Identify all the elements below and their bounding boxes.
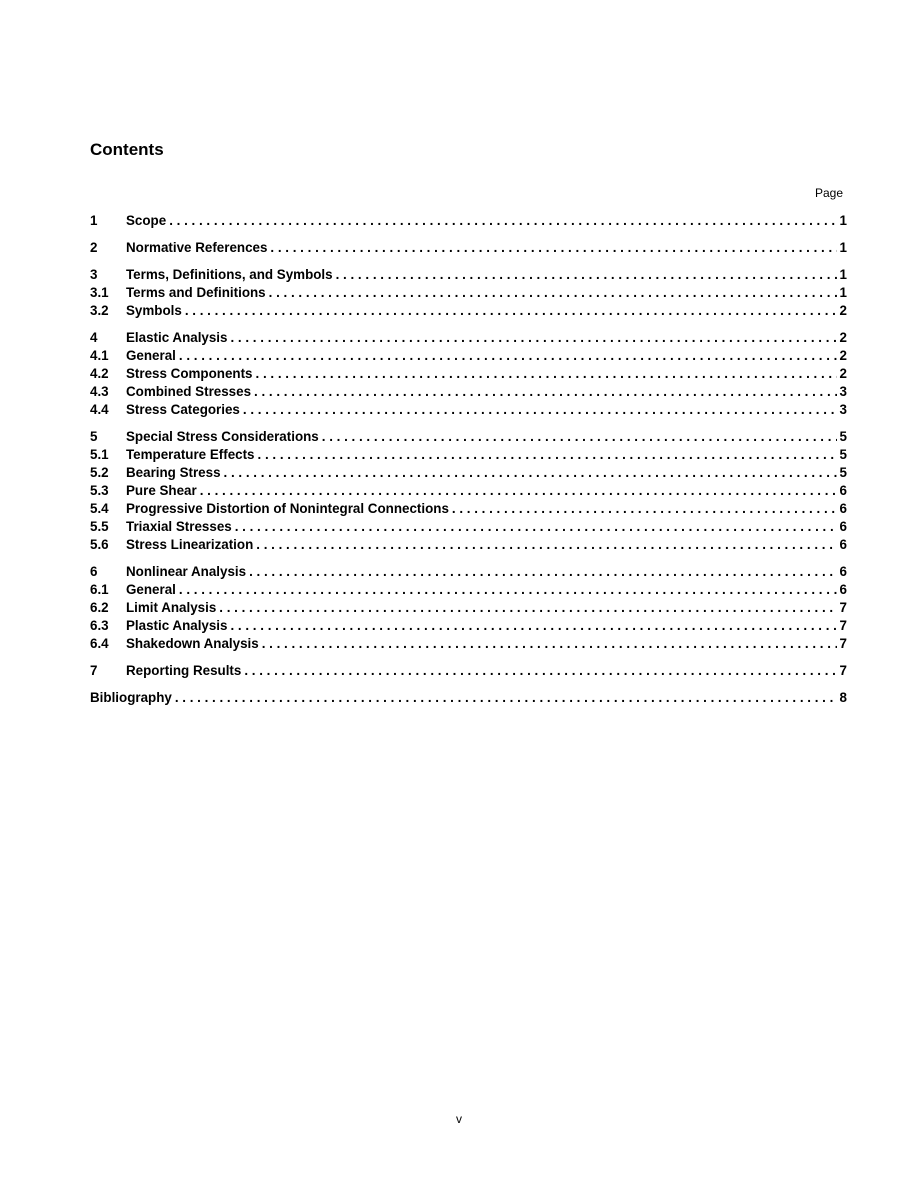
footer-page-number: v	[456, 1112, 462, 1126]
toc-group	[90, 662, 847, 680]
toc-leader-dots	[169, 212, 837, 230]
toc-entry[interactable]	[90, 428, 847, 446]
toc-entry-number: 3.2	[90, 303, 109, 318]
toc-leader-dots	[235, 518, 837, 536]
toc-entry-number: 2	[90, 240, 98, 255]
toc-group	[90, 266, 847, 320]
toc-group	[90, 239, 847, 257]
toc-entry-label: Shakedown Analysis	[126, 636, 259, 651]
toc-entry[interactable]	[90, 599, 847, 617]
toc-entry-page: 8	[839, 690, 847, 705]
toc-entry-page: 7	[839, 600, 847, 615]
toc-entry-page: 3	[839, 402, 847, 417]
toc-entry-number: 3.1	[90, 285, 109, 300]
toc-entry-number: 6.1	[90, 582, 109, 597]
toc-group	[90, 329, 847, 419]
toc-entry-page: 1	[839, 267, 847, 282]
toc-entry-label: Progressive Distortion of Nonintegral Connections	[126, 501, 449, 516]
toc-entry-page: 1	[839, 213, 847, 228]
toc-entry-label: Triaxial Stresses	[126, 519, 232, 534]
toc-entry[interactable]	[90, 482, 847, 500]
toc-entry-label: Special Stress Considerations	[126, 429, 319, 444]
toc-entry-page: 6	[839, 537, 847, 552]
toc-entry-page: 5	[839, 465, 847, 480]
toc-entry-label: Symbols	[126, 303, 182, 318]
toc-leader-dots	[179, 581, 837, 599]
toc-entry-number: 5.2	[90, 465, 109, 480]
toc-entry[interactable]	[90, 347, 847, 365]
toc-leader-dots	[224, 464, 837, 482]
toc-entry-number: 4.1	[90, 348, 109, 363]
toc-entry-page: 1	[839, 285, 847, 300]
toc-entry[interactable]	[90, 581, 847, 599]
toc-entry-number: 6.3	[90, 618, 109, 633]
table-of-contents	[90, 212, 847, 716]
toc-leader-dots	[249, 563, 837, 581]
toc-entry-page: 2	[839, 303, 847, 318]
toc-leader-dots	[336, 266, 837, 284]
page-title: Contents	[90, 140, 164, 159]
toc-entry-number: 4.3	[90, 384, 109, 399]
toc-entry[interactable]	[90, 518, 847, 536]
toc-entry[interactable]	[90, 563, 847, 581]
toc-entry-number: 5.1	[90, 447, 109, 462]
toc-leader-dots	[452, 500, 837, 518]
toc-entry[interactable]	[90, 635, 847, 653]
toc-entry-page: 6	[839, 582, 847, 597]
toc-entry-label: Stress Components	[126, 366, 253, 381]
toc-entry-page: 6	[839, 519, 847, 534]
toc-leader-dots	[243, 401, 837, 419]
toc-leader-dots	[200, 482, 837, 500]
toc-entry-label: Stress Linearization	[126, 537, 254, 552]
toc-entry[interactable]	[90, 500, 847, 518]
toc-entry-page: 6	[839, 564, 847, 579]
toc-entry-number: 5	[90, 429, 98, 444]
toc-group	[90, 689, 847, 707]
toc-entry-number: 5.6	[90, 537, 109, 552]
toc-entry[interactable]	[90, 689, 847, 707]
toc-entry-page: 7	[839, 618, 847, 633]
toc-entry-number: 5.4	[90, 501, 109, 516]
toc-entry-page: 6	[839, 483, 847, 498]
toc-entry[interactable]	[90, 401, 847, 419]
toc-entry-number: 3	[90, 267, 98, 282]
toc-entry-label: Combined Stresses	[126, 384, 252, 399]
toc-entry[interactable]	[90, 302, 847, 320]
toc-entry-page: 7	[839, 663, 847, 678]
toc-entry-label: Plastic Analysis	[126, 618, 228, 633]
toc-entry-label: Scope	[126, 213, 167, 228]
toc-entry[interactable]	[90, 446, 847, 464]
toc-entry-label: Pure Shear	[126, 483, 197, 498]
toc-entry-number: 6	[90, 564, 98, 579]
toc-entry-number: 6.4	[90, 636, 109, 651]
toc-leader-dots	[175, 689, 837, 707]
toc-entry-page: 2	[839, 366, 847, 381]
page-column-label: Page	[814, 186, 843, 200]
toc-leader-dots	[179, 347, 837, 365]
toc-leader-dots	[254, 383, 837, 401]
toc-leader-dots	[258, 446, 838, 464]
toc-leader-dots	[256, 365, 838, 383]
toc-entry[interactable]	[90, 212, 847, 230]
toc-entry-page: 2	[839, 330, 847, 345]
toc-leader-dots	[256, 536, 837, 554]
toc-entry[interactable]	[90, 383, 847, 401]
toc-entry-number: 5.5	[90, 519, 109, 534]
toc-entry-label: Reporting Results	[126, 663, 242, 678]
toc-entry[interactable]	[90, 266, 847, 284]
toc-leader-dots	[270, 239, 837, 257]
toc-entry-page: 7	[839, 636, 847, 651]
toc-leader-dots	[322, 428, 837, 446]
toc-entry[interactable]	[90, 329, 847, 347]
toc-entry-label: Bearing Stress	[126, 465, 221, 480]
toc-entry-label: Stress Categories	[126, 402, 240, 417]
toc-group	[90, 212, 847, 230]
toc-entry[interactable]	[90, 662, 847, 680]
toc-entry-number: 4.2	[90, 366, 109, 381]
toc-entry-label: Temperature Effects	[126, 447, 255, 462]
toc-entry-label: General	[126, 582, 176, 597]
toc-entry[interactable]	[90, 464, 847, 482]
toc-leader-dots	[230, 617, 837, 635]
toc-entry-page: 1	[839, 240, 847, 255]
toc-leader-dots	[185, 302, 837, 320]
toc-entry[interactable]	[90, 617, 847, 635]
toc-entry-label: Nonlinear Analysis	[126, 564, 247, 579]
toc-entry-number: 4	[90, 330, 98, 345]
toc-leader-dots	[244, 662, 837, 680]
toc-entry-label: Terms and Definitions	[126, 285, 266, 300]
toc-entry[interactable]	[90, 536, 847, 554]
toc-entry-page: 5	[839, 429, 847, 444]
toc-entry-label: Elastic Analysis	[126, 330, 228, 345]
toc-entry-number: 6.2	[90, 600, 109, 615]
toc-entry-page: 5	[839, 447, 847, 462]
toc-entry-number: 1	[90, 213, 98, 228]
toc-leader-dots	[219, 599, 837, 617]
toc-leader-dots	[230, 329, 837, 347]
toc-entry-label: Bibliography	[90, 690, 172, 705]
toc-entry[interactable]	[90, 365, 847, 383]
toc-entry-number: 5.3	[90, 483, 109, 498]
toc-entry-page: 2	[839, 348, 847, 363]
toc-entry[interactable]	[90, 239, 847, 257]
toc-leader-dots	[269, 284, 837, 302]
toc-leader-dots	[262, 635, 837, 653]
toc-entry-label: Normative References	[126, 240, 268, 255]
toc-entry-label: Terms, Definitions, and Symbols	[126, 267, 333, 282]
toc-entry-page: 6	[839, 501, 847, 516]
toc-entry-label: Limit Analysis	[126, 600, 217, 615]
toc-entry-page: 3	[839, 384, 847, 399]
toc-entry-label: General	[126, 348, 176, 363]
toc-entry[interactable]	[90, 284, 847, 302]
toc-entry-number: 7	[90, 663, 98, 678]
toc-group	[90, 428, 847, 554]
toc-entry-number: 4.4	[90, 402, 109, 417]
toc-group	[90, 563, 847, 653]
